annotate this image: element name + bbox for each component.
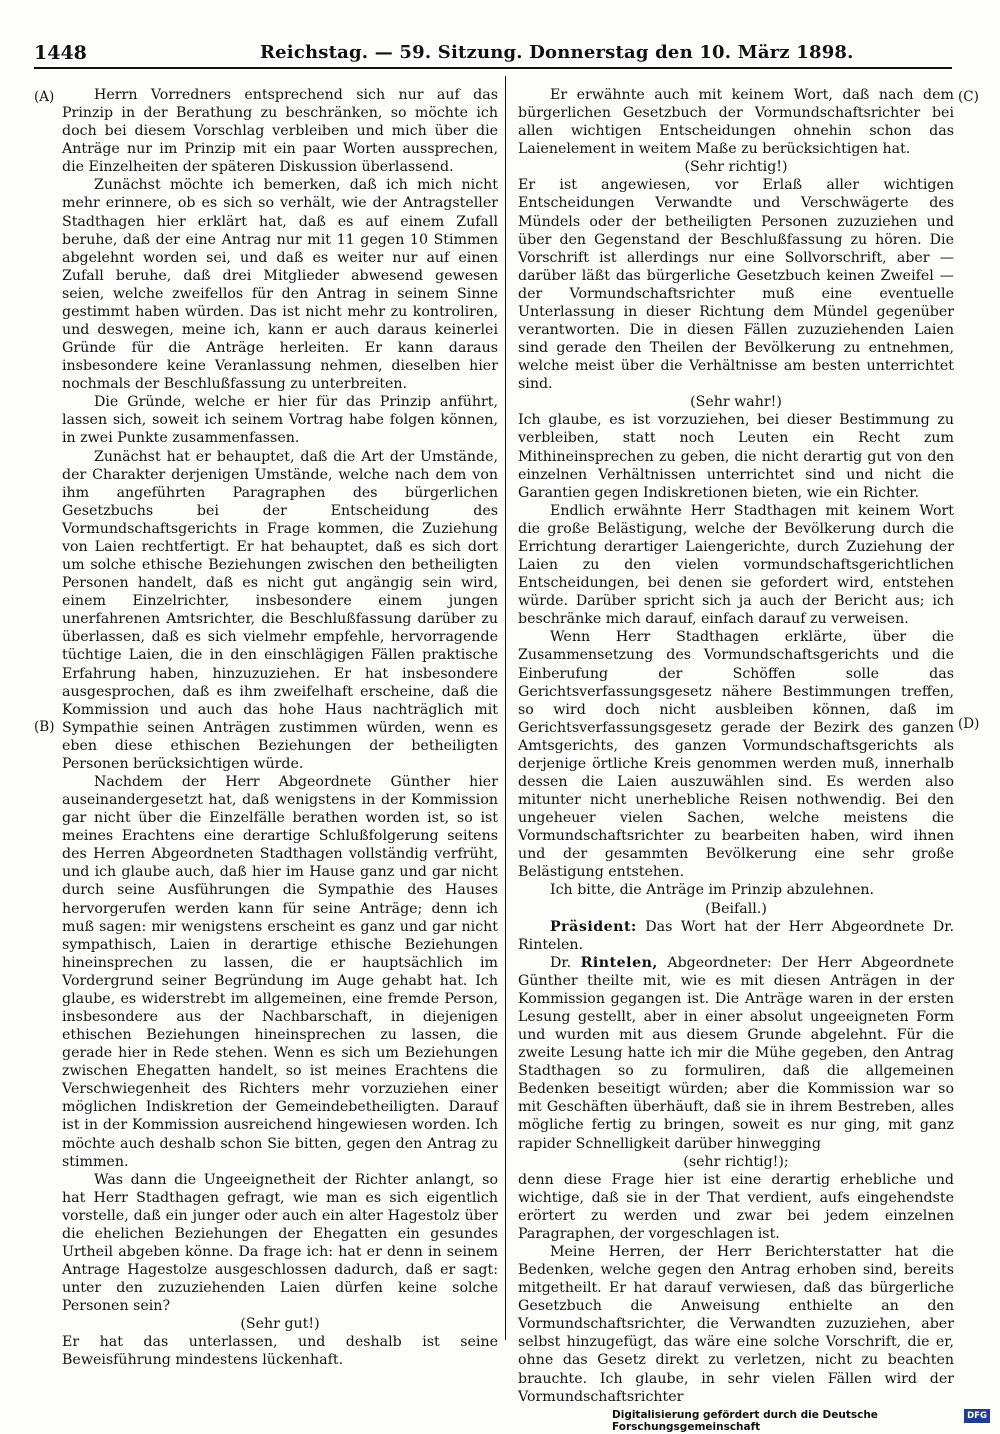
paragraph-text: (Sehr gut!) xyxy=(240,1316,320,1333)
interjection xyxy=(62,1315,498,1333)
paragraph-text: Endlich erwähnte Herr Stadthagen mit keinem Wort die große Belästigung, welche der Bevölkerung durch die Errichtung derartiger Laiengerichte, durch Zuziehung der Laien zu den vielen vormundschaftsgerichtlichen Entscheidungen, bei denen sie gefordert wird, entstehen würde. Darüber spricht sich ja auch der Bericht aus; ich beschränke mich darauf, einfach darauf zu verweisen. xyxy=(518,502,954,628)
paragraph xyxy=(518,1171,954,1243)
paragraph xyxy=(62,773,498,1171)
speaker-name: Präsident: xyxy=(550,918,637,935)
paragraph-text: Wenn Herr Stadthagen erklärte, über die Zusammensetzung des Vormundschaftsgerichts und die Einberufung der Schöffen solle das Gerichtsverfassungsgesetz nähere Bestimmungen treffen, so wird doch nicht ausbleiben können, daß im Gerichtsverfassungsgesetz gerade der Bezirk des ganzen Amtsgerichts, des ganzen Vormundschaftsgerichts als derjenige örtliche Kreis genommen werden muß, innerhalb dessen die Laien auszuwählen sind. Es werden also mitunter nicht unerhebliche Reisen nothwendig. Bei den ungeheuer vielen Sachen, welche meistens die Vormundschaftsrichter zu bearbeiten haben, wird ihnen und der gesammten Bevölkerung eine sehr große Belästigung entstehen. xyxy=(518,629,954,881)
paragraph xyxy=(518,954,954,1153)
paragraph-text: Zunächst möchte ich bemerken, daß ich mich nicht mehr erinnere, ob es sich so verhält, wie der Antragsteller Stadthagen hier erklärt hat, daß es auf einem Zufall beruhe, daß der eine Antrag nur mit 11 gegen 10 Stimmen abgelehnt worden sei, und daß es weiter nur auf einen Zufall beruhe, daß drei Mitglieder abwesend gewesen seien, welche zweifellos für den Antrag in seinem Sinne gestimmt haben würden. Das ist nicht mehr zu kontroliren, und deswegen, meine ich, kann er auch daraus keinerlei Gründe für die Anträge herleiten. Er kann daraus insbesondere keine Veranlassung nehmen, dieselben hier nochmals der Beschlußfassung zu unterbreiten. xyxy=(62,177,498,393)
left-column xyxy=(62,86,498,1370)
paragraph-text: Ich bitte, die Anträge im Prinzip abzulehnen. xyxy=(550,882,874,899)
interjection xyxy=(518,393,954,411)
paragraph-text: Ich glaube, es ist vorzuziehen, bei dieser Bestimmung zu verbleiben, statt noch Leuten ein Recht zum Mithineinsprechen zu geben, die nicht derartig gut von den einzelnen Verhältnissen unterrichtet sind und nicht die Garantien gegen Indiskretionen bieten, wie ein Richter. xyxy=(518,412,954,501)
paragraph-text: Er hat das unterlassen, und deshalb ist seine Beweisführung mindestens lückenhaft. xyxy=(62,1334,498,1369)
paragraph-text: Das Wort hat der Herr Abgeordnete Dr. Rintelen. xyxy=(518,918,954,953)
paragraph xyxy=(518,86,954,158)
speaker-name: Rintelen, xyxy=(580,954,658,971)
paragraph xyxy=(62,86,498,176)
paragraph-text: Meine Herren, der Herr Berichterstatter hat die Bedenken, welche gegen den Antrag erhoben sind, bereits mitgetheilt. Er hat darauf verwiesen, daß das bürgerliche Gesetzbuch die Anweisung enthielte an den Vormundschaftsrichter, die Verwandten zuzuziehen, aber selbst hinzugefügt, das wäre eine solche Vorschrift, die er, ohne das Gesetz direkt zu verletzen, nicht zu beachten brauchte. Ich glaube, in sehr vielen Fällen wird der Vormundschaftsrichter xyxy=(518,1244,954,1405)
paragraph xyxy=(518,918,954,954)
margin-marker-c: (C) xyxy=(958,89,979,105)
paragraph xyxy=(62,1171,498,1316)
right-column xyxy=(518,86,954,1406)
paragraph xyxy=(518,1243,954,1406)
paragraph-text: Was dann die Ungeeignetheit der Richter anlangt, so hat Herr Stadthagen gefragt, wie man es sich eigentlich vorstelle, daß ein junger oder auch ein alter Hagestolz über die ehelichen Beziehungen der Ehegatten ein gesundes Urtheil abgeben könne. Da frage ich: hat er denn in seinem Antrage Hagestolze ausgeschlossen dadurch, daß er sagt: unter den zuzuziehenden Laien dürfen keine solche Personen sein? xyxy=(62,1171,498,1315)
margin-marker-d: (D) xyxy=(958,716,980,732)
paragraph xyxy=(518,628,954,881)
running-head: Reichstag. — 59. Sitzung. Donnerstag den 10. März 1898. xyxy=(260,42,854,63)
margin-marker-a: (A) xyxy=(34,89,55,105)
interjection xyxy=(518,1153,954,1171)
speaker-title: Dr. xyxy=(550,954,581,971)
paragraph-text: (sehr richtig!); xyxy=(683,1153,789,1170)
paragraph xyxy=(518,881,954,899)
paragraph xyxy=(518,502,954,629)
paragraph-text: Herrn Vorredners entsprechend sich nur auf das Prinzip in der Berathung zu beschränken, so möchte ich doch bei diesem Vorschlag verbleiben und mich über die Anträge nur im Prinzip mit ein paar Worten aussprechen, die Einzelheiten der späteren Diskussion überlassend. xyxy=(62,87,498,176)
paragraph-text: Er erwähnte auch mit keinem Wort, daß nach dem bürgerlichen Gesetzbuch der Vormundschaftsrichter bei allen wichtigen Entscheidungen ohnehin schon das Laienelement in weitem Maße zu berücksichtigen hat. xyxy=(518,87,954,158)
interjection xyxy=(518,900,954,918)
column-rule xyxy=(505,76,506,1340)
digitization-credit: Digitalisierung gefördert durch die Deutsche Forschungsgemeinschaft xyxy=(612,1409,878,1433)
paragraph xyxy=(518,411,954,501)
paragraph-text: denn diese Frage hier ist eine derartig erhebliche und wichtige, daß sie in der That verdient, aufs eingehendste erörtert zu werden und zwar bei jedem einzelnen Paragraphen, der vorgeschlagen ist. xyxy=(518,1171,954,1242)
header-rule xyxy=(34,67,952,69)
paragraph-text: Nachdem der Herr Abgeordnete Günther hier auseinandergesetzt hat, daß wenigstens in der Kommission gar nicht über die Einzelfälle berathen worden ist, so ist meines Erachtens eine derartige Schlußfolgerung seitens des Herren Abgeordneten Stadthagen vollständig verfrüht, und ich glaube auch, daß hier im Hause ganz und gar nicht durch seine Ausführungen die Sympathie des Hauses hervorgerufen werden kann für seine Anträge; denn ich muß sagen: mir wenigstens erscheint es ganz und gar nicht sympathisch, Laien in derartige ethische Beziehungen hineinsprechen zu lassen, die er hauptsächlich im Vordergrund seiner Begründung im Auge gehabt hat. Ich glaube, es widerstrebt im allgemeinen, eine fremde Person, insbesondere aus der Nachbarschaft, in diejenigen ethischen Beziehungen hineinsprechen zu lassen, die gerade hier in Rede stehen. Wenn es sich um Beziehungen zwischen Ehegatten handelt, so ist meines Erachtens die Verschwiegenheit des Richters mehr vorzuziehen einer möglichen Indiskretion der Gemeindebetheiligten. Darauf ist in der Kommission ausreichend hingewiesen worden. Ich möchte auch deshalb schon Sie bitten, gegen den Antrag zu stimmen. xyxy=(62,773,498,1170)
paragraph-text: Er ist angewiesen, vor Erlaß aller wichtigen Entscheidungen Verwandte und Verschwägerte des Mündels oder der betheiligten Personen zuzuziehen und über den Gegenstand der Beschlußfassung zu hören. Die Vorschrift ist allerdings nur eine Sollvorschrift, aber — darüber läßt das bürgerliche Gesetzbuch keinen Zweifel — der Vormundschaftsrichter muß eine eventuelle Unterlassung in dieser Richtung dem Mündel gegenüber verantworten. Die in diesen Fällen zuzuziehenden Laien sind gerade den Theilen der Bevölkerung zu entnehmen, welche meist über die Verhältnisse am besten unterrichtet sind. xyxy=(518,177,954,393)
paragraph-text: (Beifall.) xyxy=(705,900,767,917)
paragraph-text: Abgeordneter: Der Herr Abgeordnete Günther theilte mit, wie es mit diesen Anträgen in der Kommission gegangen ist. Die Anträge waren in der ersten Lesung gestellt, aber in einer absolut ungeeigneten Form und wurden mit aus diesem Grunde abgelehnt. Für die zweite Lesung hatte ich mir die Mühe gegeben, den Antrag Stadthagen so zu formuliren, daß die allgemeinen Bedenken beseitigt würden; aber die Kommission war so mit Geschäften überhäuft, daß sie in ihrem Bestreben, alles mögliche fertig zu bringen, soweit es nur ging, mit ganz rapider Schnelligkeit darüber hinwegging xyxy=(518,954,954,1152)
paragraph-text: (Sehr wahr!) xyxy=(690,394,782,411)
interjection xyxy=(518,158,954,176)
paragraph xyxy=(62,176,498,393)
paragraph-text: Die Gründe, welche er hier für das Prinzip anführt, lassen sich, soweit ich seinem Vortrag habe folgen können, in zwei Punkte zusammenfassen. xyxy=(62,394,498,447)
paragraph xyxy=(62,448,498,773)
paragraph xyxy=(62,1333,498,1369)
paragraph xyxy=(518,176,954,393)
dfg-logo: DFG xyxy=(964,1409,990,1423)
margin-marker-b: (B) xyxy=(34,719,55,735)
page-number: 1448 xyxy=(34,42,87,64)
paragraph xyxy=(62,393,498,447)
paragraph-text: Zunächst hat er behauptet, daß die Art der Umstände, der Charakter derjenigen Umstände, welche nach dem von ihm angeführten Paragraphen des bürgerlichen Gesetzbuchs bei der Entscheidung des Vormundschaftsgerichts in Frage kommen, die Zuziehung von Laien rechtfertigt. Er hat behauptet, daß es sich dort um solche ethische Beziehungen zwischen den betheiligten Personen handelt, daß es nicht gut angängig sein wird, einem Einzelrichter, insbesondere einem jungen unerfahrenen Amtsrichter, die Beschlußfassung darüber zu überlassen, daß es sich vielmehr empfehle, hervorragende tüchtige Laien, die in den einschlägigen Fällen praktische Erfahrung haben, hinzuzuziehen. Er hat insbesondere ausgesprochen, daß es ihm zweifelhaft erscheine, daß die Kommission und auch das hohe Haus nachträglich mit Sympathie seinen Anträgen zustimmen würden, wenn es eben diese ethischen Beziehungen der betheiligten Personen berücksichtigen würde. xyxy=(62,448,498,772)
paragraph-text: (Sehr richtig!) xyxy=(684,159,788,176)
